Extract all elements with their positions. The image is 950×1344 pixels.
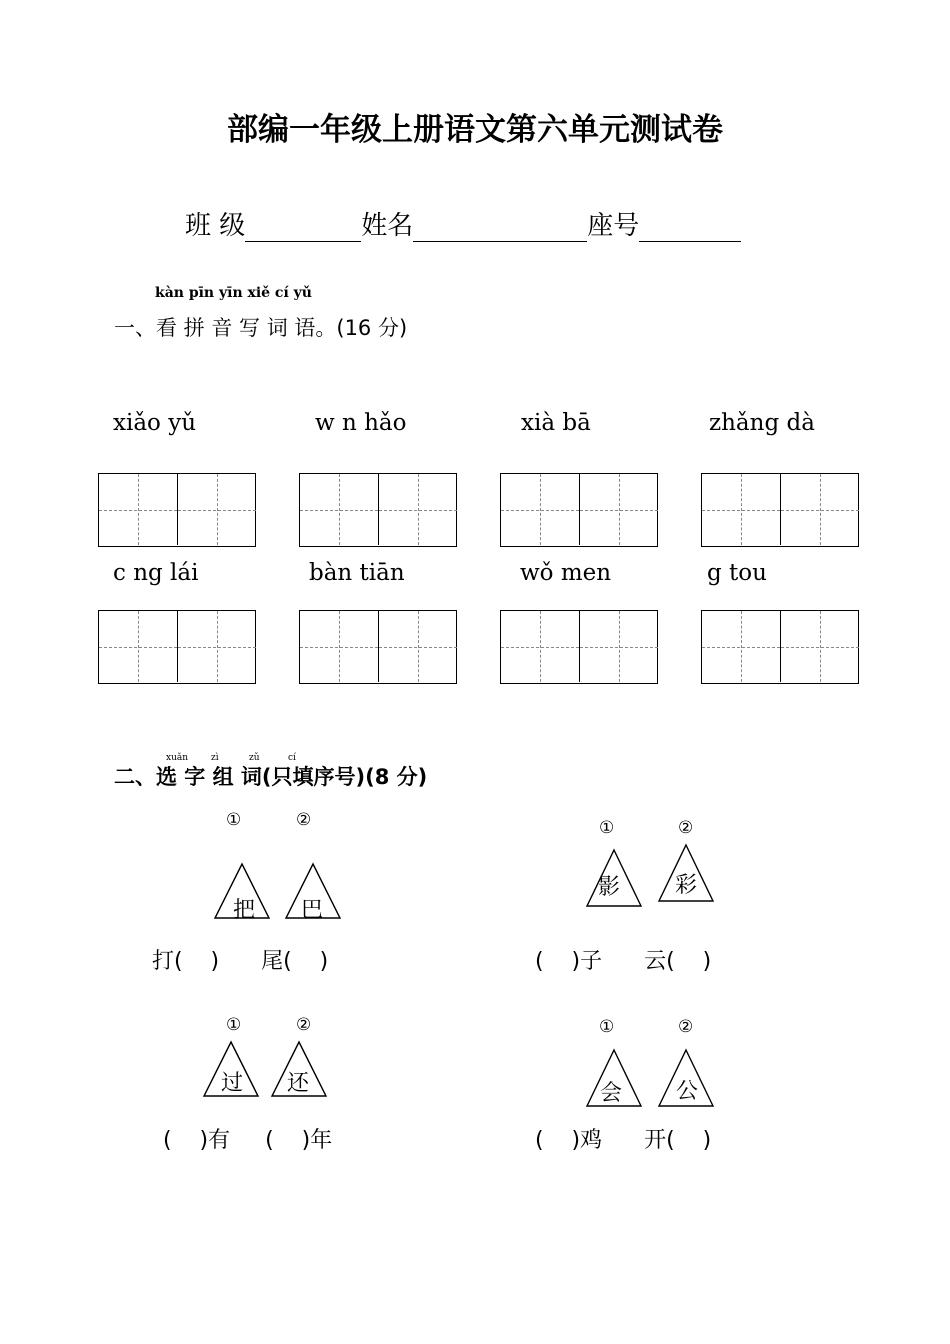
name-blank[interactable] bbox=[413, 211, 587, 242]
marker-2: ② bbox=[296, 1015, 312, 1035]
marker-1: ① bbox=[226, 1015, 242, 1035]
word-line[interactable]: 打( ) 尾( ) bbox=[152, 949, 329, 974]
pinyin-6: bàn tiān bbox=[309, 560, 405, 586]
page-title: 部编一年级上册语文第六单元测试卷 bbox=[227, 112, 723, 148]
word-line[interactable]: ( )鸡 开( ) bbox=[535, 1128, 712, 1153]
ruby-zi: zì bbox=[211, 753, 219, 763]
pinyin-4: zhǎng dà bbox=[709, 410, 815, 436]
writing-box[interactable] bbox=[701, 473, 859, 547]
class-label: 班 级 bbox=[185, 211, 246, 241]
marker-2: ② bbox=[296, 810, 312, 830]
word-line[interactable]: ( )有 ( )年 bbox=[163, 1128, 333, 1153]
writing-box[interactable] bbox=[500, 610, 658, 684]
choice-char: 过 bbox=[221, 1071, 244, 1096]
choice-char: 彩 bbox=[675, 873, 698, 898]
name-label: 姓名 bbox=[361, 211, 414, 241]
writing-box[interactable] bbox=[299, 610, 457, 684]
marker-1: ① bbox=[226, 810, 242, 830]
marker-2: ② bbox=[678, 1017, 694, 1037]
section2-heading: 二、选 字 组 词(只填序号)(8 分) bbox=[114, 765, 428, 789]
seat-blank[interactable] bbox=[639, 211, 741, 242]
section1-heading: 一、看 拼 音 写 词 语。(16 分) bbox=[114, 316, 408, 340]
choice-char: 影 bbox=[598, 875, 621, 900]
marker-1: ① bbox=[599, 818, 615, 838]
pinyin-5: c ng lái bbox=[113, 560, 199, 586]
word-line[interactable]: ( )子 云( ) bbox=[535, 949, 712, 974]
pinyin-2: w n hǎo bbox=[315, 410, 407, 436]
writing-box[interactable] bbox=[98, 610, 256, 684]
writing-box[interactable] bbox=[500, 473, 658, 547]
writing-box[interactable] bbox=[701, 610, 859, 684]
writing-box[interactable] bbox=[299, 473, 457, 547]
choice-char: 把 bbox=[233, 898, 256, 923]
pinyin-1: xiǎo yǔ bbox=[113, 410, 197, 436]
student-info-line bbox=[185, 205, 741, 242]
class-blank[interactable] bbox=[245, 211, 361, 242]
pinyin-3: xià bā bbox=[521, 410, 591, 436]
pinyin-8: g tou bbox=[707, 560, 767, 586]
choice-char: 还 bbox=[287, 1071, 310, 1096]
ruby-ci: cí bbox=[288, 753, 296, 763]
ruby-zu: zǔ bbox=[249, 753, 260, 763]
marker-2: ② bbox=[678, 818, 694, 838]
pinyin-7: wǒ men bbox=[520, 560, 612, 586]
section1-pinyin: kàn pīn yīn xiě cí yǔ bbox=[155, 285, 312, 301]
choice-char: 巴 bbox=[301, 898, 324, 923]
ruby-xuan: xuǎn bbox=[166, 753, 189, 763]
marker-1: ① bbox=[599, 1017, 615, 1037]
seat-label: 座号 bbox=[587, 211, 640, 241]
choice-char: 会 bbox=[600, 1081, 623, 1106]
choice-char: 公 bbox=[676, 1079, 699, 1104]
writing-box[interactable] bbox=[98, 473, 256, 547]
